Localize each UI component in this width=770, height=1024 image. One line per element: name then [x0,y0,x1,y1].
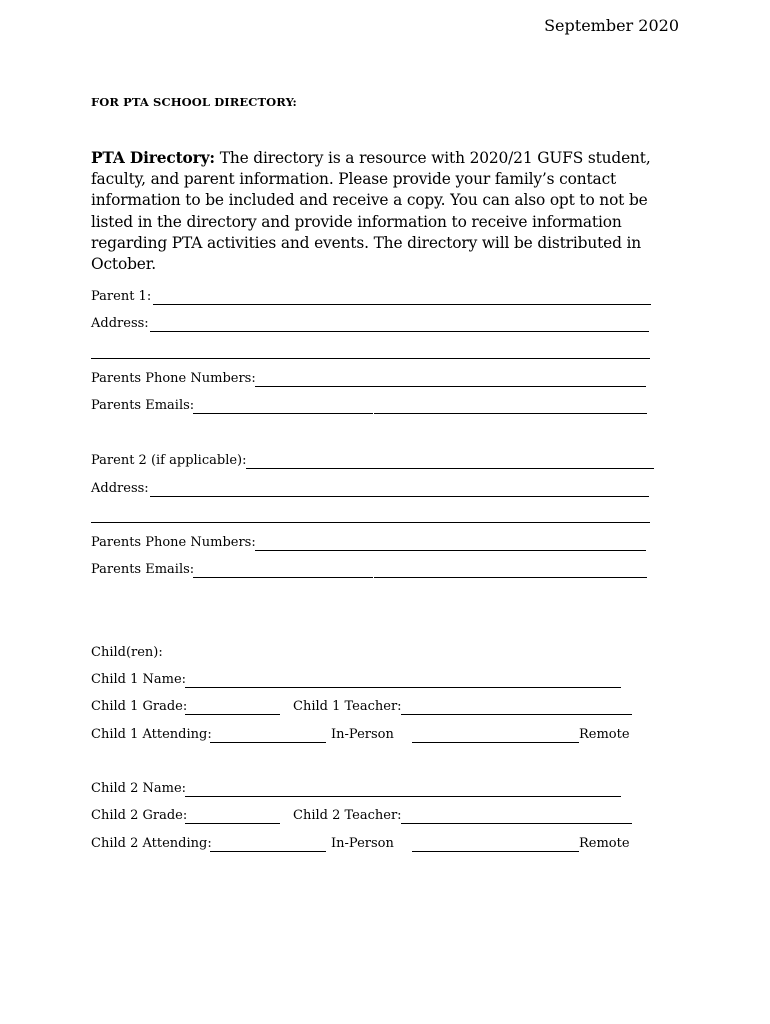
form-heading: FOR PTA SCHOOL DIRECTORY: [91,95,297,109]
child1-name-label: Child 1 Name: [91,672,187,687]
parent1-name-label: Parent 1: [91,289,152,304]
parent2-address-field[interactable] [150,496,649,497]
child1-teacher-label: Child 1 Teacher: [293,699,402,714]
parent1-address-field[interactable] [150,331,649,332]
parent2-emails-label: Parents Emails: [91,562,195,577]
child2-attending-label: Child 2 Attending: [91,836,212,851]
parent2-emails-row [91,562,651,580]
child2-grade-row [91,808,636,826]
parent2-name-label: Parent 2 (if applicable): [91,453,247,468]
children-heading: Child(ren): [91,645,163,660]
children-heading-row [91,645,291,663]
parent2-phone-label: Parents Phone Numbers: [91,535,256,550]
parent1-phone-row [91,371,651,389]
child2-name-row [91,781,631,799]
child1-teacher-field[interactable] [401,714,632,715]
parent1-address-label: Address: [91,316,149,331]
child1-remote-field[interactable] [412,742,579,743]
parent1-address-row [91,316,651,334]
child1-grade-label: Child 1 Grade: [91,699,188,714]
child1-in-person-field[interactable] [210,742,326,743]
parent1-email2-field[interactable] [374,413,647,414]
child2-in-person-label: In-Person [331,836,394,851]
parent1-name-field[interactable] [153,304,651,305]
parent1-emails-row [91,398,651,416]
parent1-address-line2-field[interactable] [91,358,650,359]
parent1-phone-field[interactable] [255,386,646,387]
parent2-phone-row [91,535,651,553]
parent1-email1-field[interactable] [193,413,373,414]
child2-attending-row [91,836,636,854]
child2-remote-label: Remote [579,836,630,851]
child2-teacher-field[interactable] [401,823,632,824]
parent2-email1-field[interactable] [193,577,373,578]
child2-in-person-field[interactable] [210,851,326,852]
child2-grade-field[interactable] [185,823,280,824]
parent2-email2-field[interactable] [374,577,647,578]
intro-text: The directory is a resource with 2020/21 GUFS student, faculty, and parent information. Please provide your family’s contact information to be included and receive a copy. You can also opt to not be listed in the directory and provide information to receive information regarding PTA activities and events. The directory will be distributed in October. [91,149,651,274]
child2-teacher-label: Child 2 Teacher: [293,808,402,823]
child1-attending-label: Child 1 Attending: [91,727,212,742]
parent2-address-line2-field[interactable] [91,522,650,523]
parent2-phone-field[interactable] [255,550,646,551]
parent1-phone-label: Parents Phone Numbers: [91,371,256,386]
child2-name-field[interactable] [185,796,621,797]
child1-in-person-label: In-Person [331,727,394,742]
child1-attending-row [91,727,636,745]
intro-paragraph [91,148,691,275]
child2-remote-field[interactable] [412,851,579,852]
form-date: September 2020 [544,16,679,35]
parent2-name-field[interactable] [246,468,654,469]
parent2-address-row [91,481,651,499]
parent1-emails-label: Parents Emails: [91,398,195,413]
child1-remote-label: Remote [579,727,630,742]
child1-name-field[interactable] [185,687,621,688]
intro-lead: PTA Directory: [91,149,215,167]
child1-grade-field[interactable] [185,714,280,715]
child2-grade-label: Child 2 Grade: [91,808,188,823]
parent2-name-row [91,453,656,471]
parent1-name-row [91,289,651,307]
child1-name-row [91,672,631,690]
child2-name-label: Child 2 Name: [91,781,187,796]
child1-grade-row [91,699,636,717]
parent2-address-label: Address: [91,481,149,496]
